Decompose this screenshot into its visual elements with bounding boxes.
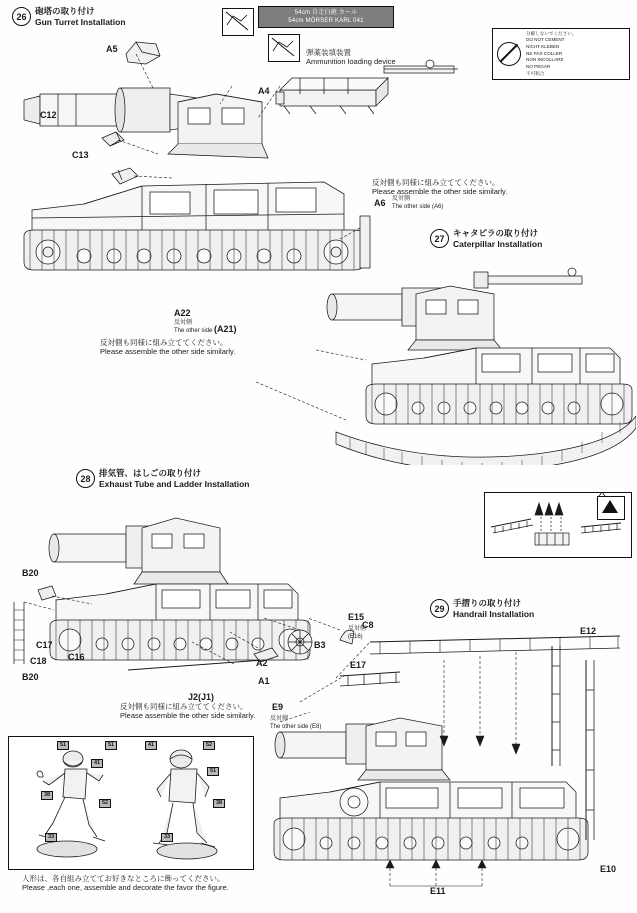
figpart-r52: 52 (203, 741, 215, 750)
a6-other-jp: 反対側 (392, 196, 411, 202)
label-a2: A2 (256, 658, 268, 668)
kit-title-en: 54cm MÖRSER KARL 041 (288, 18, 364, 25)
figpart-r41: 41 (145, 741, 157, 750)
a22-note: 反対側も同様に組み立ててください。 Please assemble the other side similarly. (100, 338, 236, 357)
ammo-device-note: 弾薬装填装置 Ammunition loading device (306, 48, 396, 67)
label-b3: B3 (314, 640, 326, 650)
step-26-number: 26 (12, 7, 31, 26)
step-28-number: 28 (76, 469, 95, 488)
label-a6: A6 (374, 198, 386, 208)
label-a22: A22 (174, 308, 191, 318)
a22-other-jp: 反対側 (174, 320, 193, 326)
label-c17: C17 (36, 640, 53, 650)
figpart-51b: 51 (105, 741, 117, 750)
step-26-heading (12, 6, 126, 27)
figpart-41: 41 (91, 759, 103, 768)
label-c13: C13 (72, 150, 89, 160)
e9-other-en: The other side (E8) (270, 724, 322, 730)
label-e10: E10 (600, 864, 617, 874)
caution-box (492, 28, 630, 80)
step-28-heading (76, 468, 250, 489)
label-a21: (A21) (214, 324, 237, 334)
label-e9: E9 (272, 702, 284, 712)
a22-other-en: The other side (174, 328, 213, 334)
label-e15: E15 (348, 612, 365, 622)
label-e17: E17 (350, 660, 367, 670)
step-26-title: 砲塔の取り付け Gun Turret Installation (35, 6, 126, 27)
figpart-33: 33 (45, 833, 57, 842)
figpart-r33: 33 (161, 833, 173, 842)
step-27-number: 27 (430, 229, 449, 248)
caution-text: 分解しないでください。 DO NOT CEMENT NICHT KLEBEN NE PAS COLLER NON INCOLLARE NO PEGAR 不可粘合 (526, 30, 577, 76)
a6-note: 反対側も同様に組み立ててください。 Please assemble the other side similarly. (372, 178, 508, 197)
a6-other-en: The other side (A6) (392, 204, 444, 210)
label-c18: C18 (30, 656, 47, 666)
label-b20-bottom: B20 (22, 672, 39, 682)
label-e11: E11 (430, 886, 446, 896)
step-28-title: 排気管、はしごの取り付け Exhaust Tube and Ladder Installation (99, 468, 250, 489)
label-b20-top: B20 (22, 568, 39, 578)
label-a4: A4 (258, 86, 270, 96)
j2-note: 反対側も同様に組み立ててください。 Please assemble the other side similarly. (120, 702, 256, 721)
step-27-title: キャタピラの取り付け Caterpillar Installation (453, 228, 543, 249)
kit-title-jp: 54cm 自走臼砲 カール (294, 10, 358, 16)
e15-other-en: (E16) (348, 634, 363, 640)
kit-title-box (258, 6, 394, 28)
e9-other-jp: 反対側 (270, 716, 289, 722)
label-a1: A1 (258, 676, 270, 686)
label-c12: C12 (40, 110, 57, 120)
step-29-title: 手摺りの取り付け Handrail Installation (453, 598, 535, 619)
label-c16: C16 (68, 652, 85, 662)
figpart-51a: 51 (57, 741, 69, 750)
figpart-52: 52 (99, 799, 111, 808)
label-a5: A5 (106, 44, 118, 54)
step-29-number: 29 (430, 599, 449, 618)
do-not-cement-icon (497, 42, 521, 66)
figure-panel (8, 736, 254, 870)
label-e12: E12 (580, 626, 597, 636)
handrail-detail-box (484, 492, 632, 558)
figpart-r38: 38 (213, 799, 225, 808)
label-j2: J2(J1) (188, 692, 215, 702)
step-27-illustration (216, 250, 636, 465)
figpart-r51: 51 (207, 767, 219, 776)
figpart-38: 38 (41, 791, 53, 800)
step-29-illustration (240, 616, 636, 906)
e15-other-jp: 反対側 (348, 626, 367, 632)
figure-note: 人形は、各自組み立ててお好きなところに飾ってください。 Please ,each one, assemble and decorate the favor the figure. (22, 874, 229, 893)
attention-marker (597, 496, 625, 520)
label-c8: C8 (362, 620, 374, 630)
step-27-heading (430, 228, 542, 249)
